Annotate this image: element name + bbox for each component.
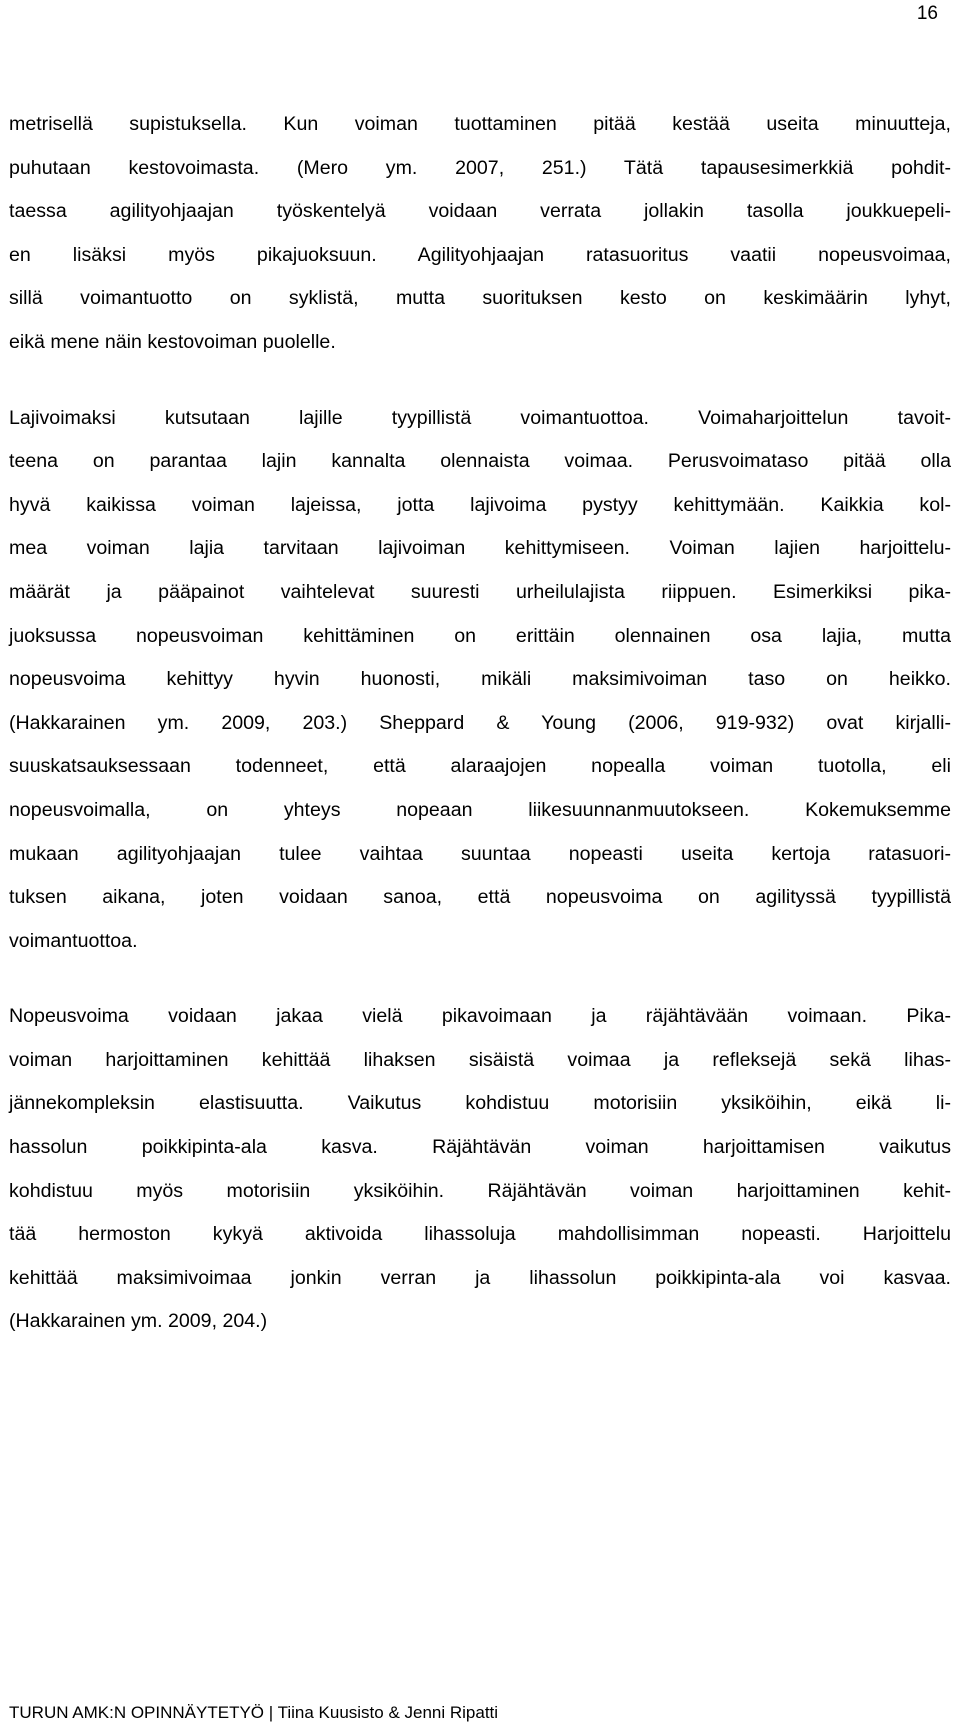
- body-text: [9, 103, 951, 1344]
- text-line: puhutaan kestovoimasta. (Mero ym. 2007, 251.) Tätä tapausesimerkkiä pohdit-: [9, 156, 951, 179]
- text-line: nopeusvoimalla, on yhteys nopeaan liikesuunnanmuutokseen. Kokemuksemme: [9, 798, 951, 821]
- text-line: mukaan agilityohjaajan tulee vaihtaa suuntaa nopeasti useita kertoja ratasuori-: [9, 842, 951, 865]
- text-line: eikä mene näin kestovoiman puolelle.: [9, 330, 336, 353]
- text-line: juoksussa nopeusvoiman kehittäminen on erittäin olennainen osa lajia, mutta: [9, 624, 951, 647]
- text-line: voiman harjoittaminen kehittää lihaksen sisäistä voimaa ja refleksejä sekä lihas-: [9, 1048, 951, 1071]
- text-line: taessa agilityohjaajan työskentelyä voidaan verrata jollakin tasolla joukkuepeli-: [9, 200, 951, 223]
- paragraph-3: [9, 995, 951, 1344]
- text-line: (Hakkarainen ym. 2009, 204.): [9, 1310, 268, 1333]
- text-line: Lajivoimaksi kutsutaan lajille tyypillistä voimantuottoa. Voimaharjoittelun tavoit-: [9, 406, 951, 429]
- paragraph-2: [9, 397, 951, 964]
- text-line: voimantuottoa.: [9, 929, 138, 952]
- text-line: metrisellä supistuksella. Kun voiman tuottaminen pitää kestää useita minuutteja,: [9, 113, 951, 135]
- paragraph-1: [9, 103, 951, 365]
- text-line: kohdistuu myös motorisiin yksiköihin. Räjähtävän voiman harjoittaminen kehit-: [9, 1179, 951, 1202]
- text-line: hassolun poikkipinta-ala kasva. Räjähtävän voiman harjoittamisen vaikutus: [9, 1136, 951, 1159]
- text-line: (Hakkarainen ym. 2009, 203.) Sheppard & Young (2006, 919-932) ovat kirjalli-: [9, 711, 951, 734]
- text-line: tää hermoston kykyä aktivoida lihassoluja mahdollisimman nopeasti. Harjoittelu: [9, 1223, 951, 1246]
- text-line: mea voiman lajia tarvitaan lajivoiman kehittymiseen. Voiman lajien harjoittelu-: [9, 537, 951, 560]
- page-footer: TURUN AMK:N OPINNÄYTETYÖ | Tiina Kuusisto & Jenni Ripatti: [9, 1703, 499, 1722]
- text-line: nopeusvoima kehittyy hyvin huonosti, mikäli maksimivoiman taso on heikko.: [9, 668, 951, 691]
- text-line: en lisäksi myös pikajuoksuun. Agilityohjaajan ratasuoritus vaatii nopeusvoimaa,: [9, 243, 951, 266]
- text-line: tuksen aikana, joten voidaan sanoa, että nopeusvoima on agilityssä tyypillistä: [9, 886, 951, 909]
- text-line: jännekompleksin elastisuutta. Vaikutus kohdistuu motorisiin yksiköihin, eikä li-: [9, 1092, 951, 1115]
- text-line: suuskatsauksessaan todenneet, että alaraajojen nopealla voiman tuotolla, eli: [9, 755, 951, 778]
- text-line: määrät ja pääpainot vaihtelevat suuresti urheilulajista riippuen. Esimerkiksi pika-: [9, 580, 951, 603]
- text-line: Nopeusvoima voidaan jakaa vielä pikavoimaan ja räjähtävään voimaan. Pika-: [9, 1005, 951, 1028]
- text-line: kehittää maksimivoimaa jonkin verran ja lihassolun poikkipinta-ala voi kasvaa.: [9, 1266, 951, 1289]
- paragraph-spacer: [9, 963, 951, 995]
- paragraph-spacer: [9, 365, 951, 397]
- text-line: hyvä kaikissa voiman lajeissa, jotta lajivoima pystyy kehittymään. Kaikkia kol-: [9, 493, 951, 516]
- page-number: 16: [916, 3, 938, 24]
- text-line: teena on parantaa lajin kannalta olennaista voimaa. Perusvoimataso pitää olla: [9, 450, 951, 473]
- text-line: sillä voimantuotto on syklistä, mutta suorituksen kesto on keskimäärin lyhyt,: [9, 287, 951, 310]
